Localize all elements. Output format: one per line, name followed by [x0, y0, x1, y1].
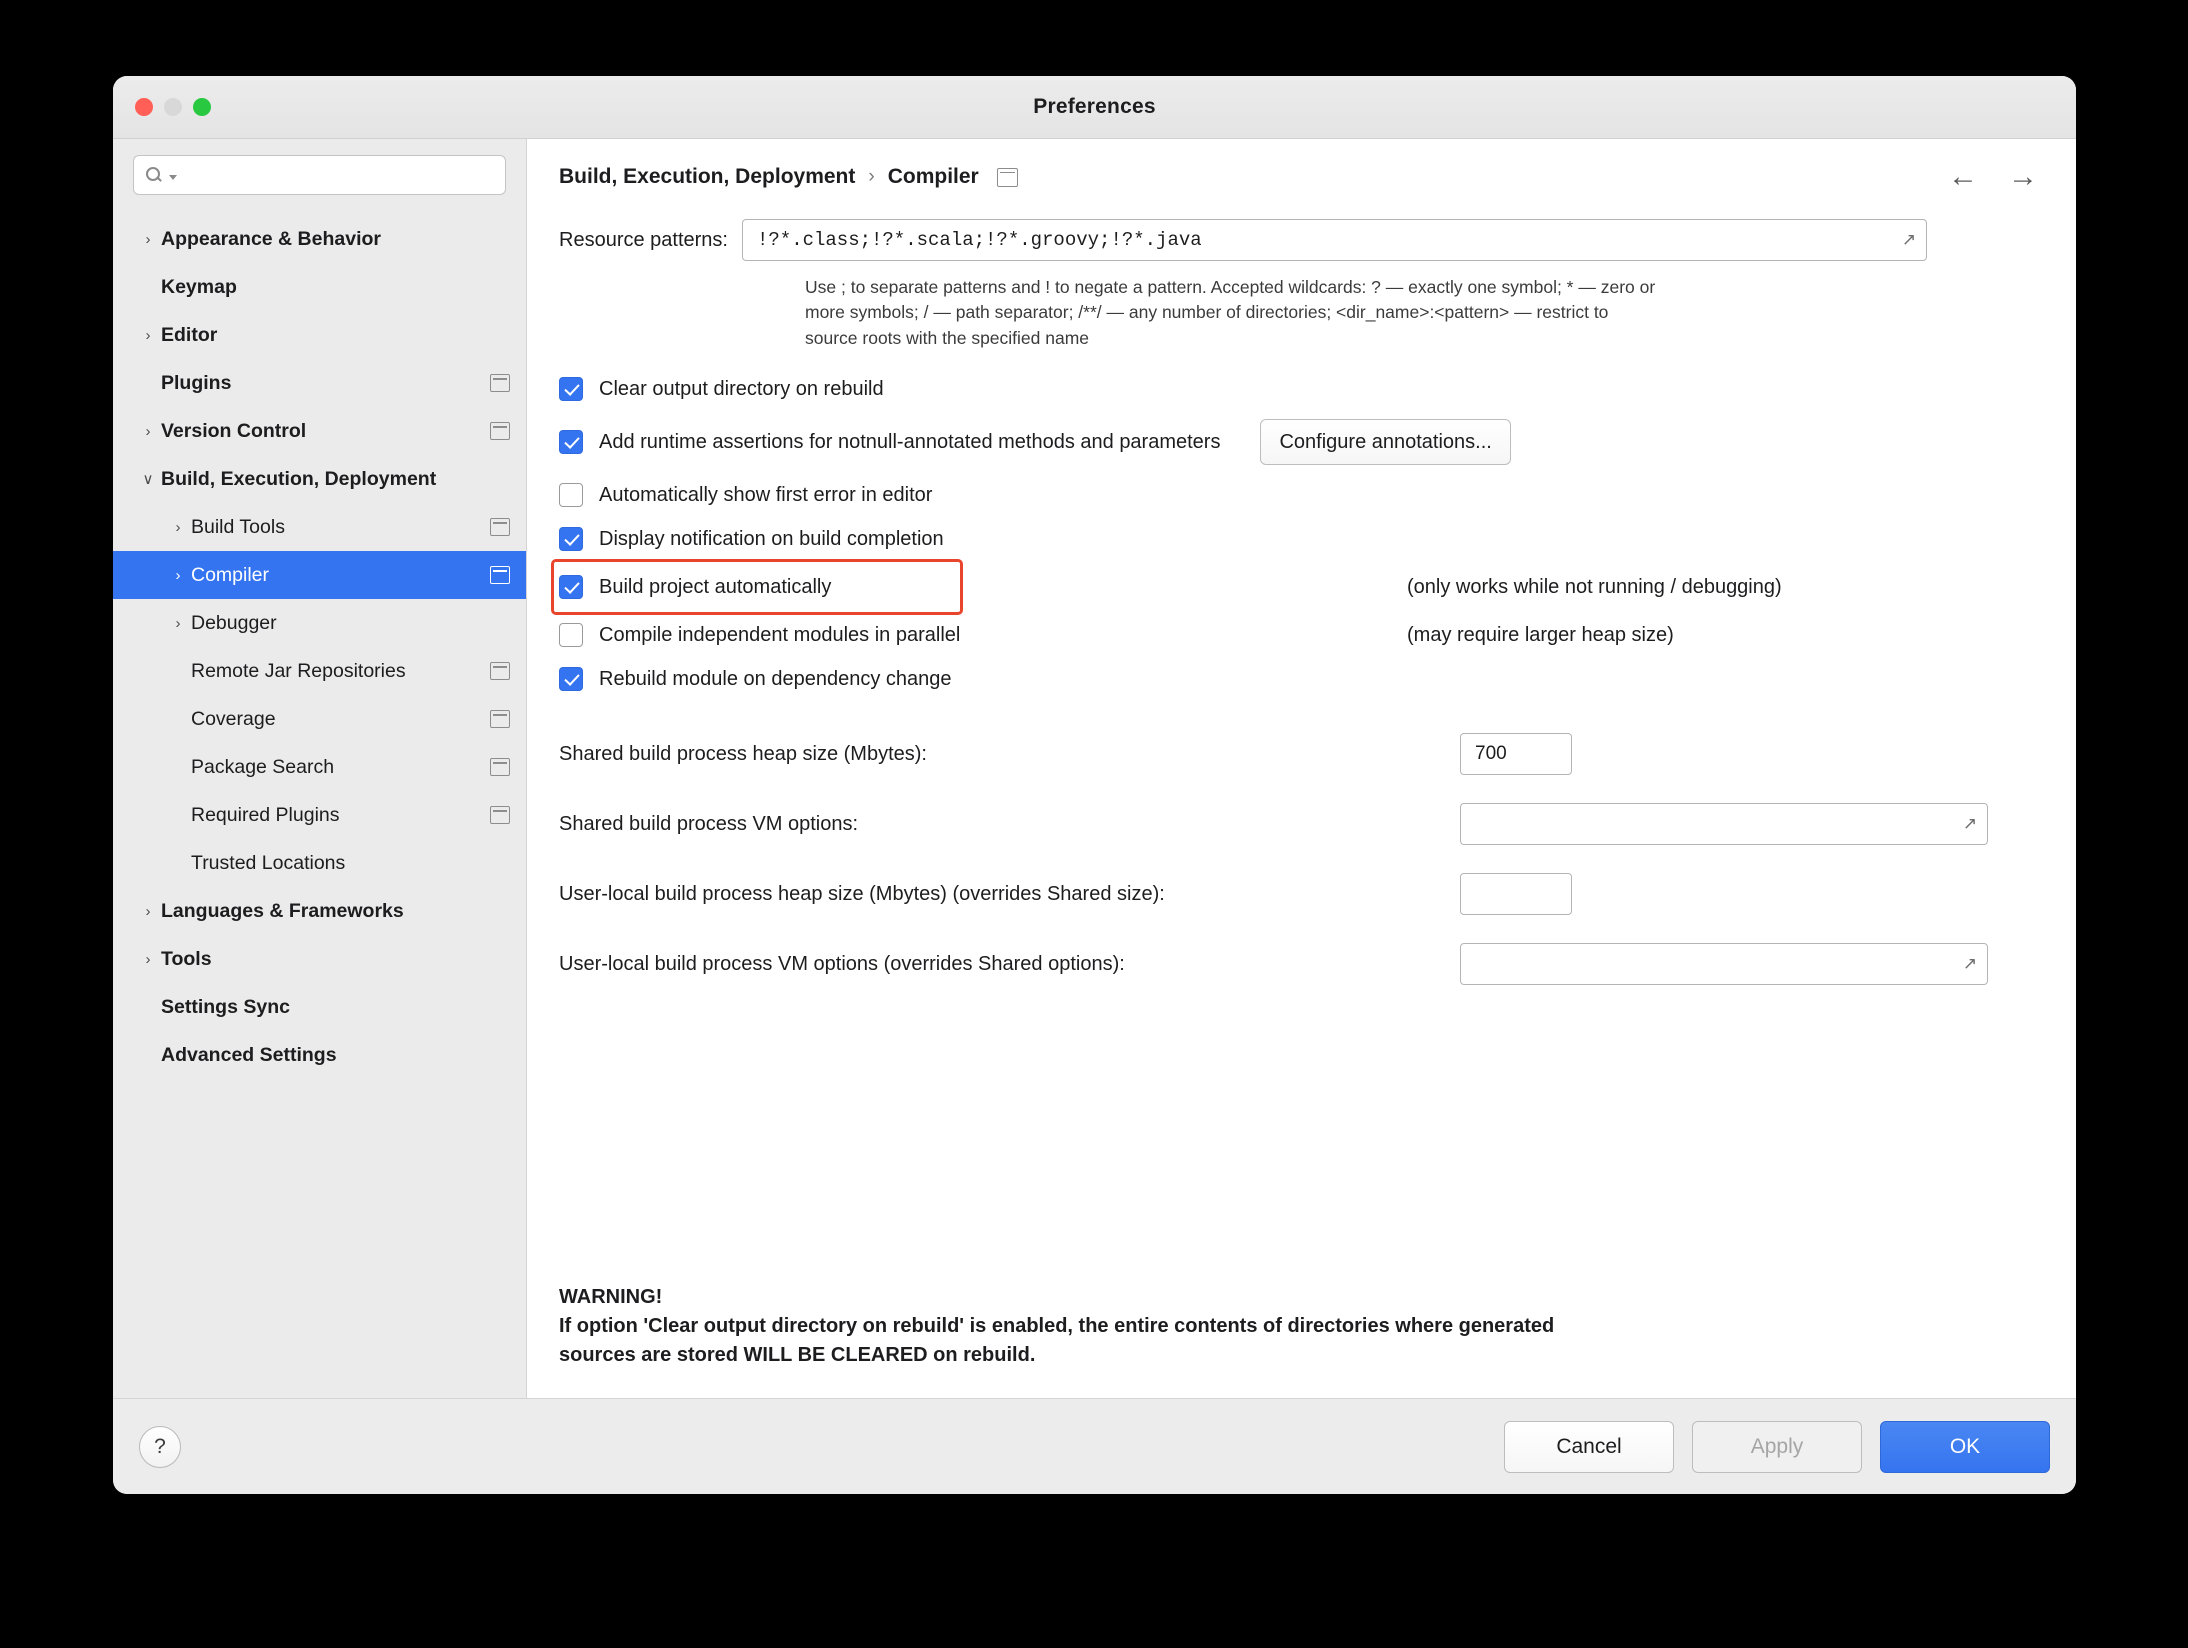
- sidebar-item-debugger[interactable]: [113, 599, 526, 647]
- field-label: User-local build process heap size (Mbytes) (overrides Shared size):: [559, 882, 1165, 905]
- field-label: Shared build process heap size (Mbytes):: [559, 742, 927, 765]
- warning-title: WARNING!: [559, 1286, 663, 1308]
- preferences-window: [113, 76, 2076, 1494]
- checkbox[interactable]: [559, 623, 583, 647]
- user-local-heap-size-input[interactable]: [1473, 882, 1559, 906]
- apply-button[interactable]: Apply: [1692, 1421, 1862, 1473]
- sidebar-item-label: Required Plugins: [191, 803, 340, 826]
- sidebar-item-label: Compiler: [191, 563, 270, 586]
- disclosure-arrow-icon[interactable]: ›: [175, 566, 181, 584]
- field-label: User-local build process VM options (overrides Shared options):: [559, 952, 1125, 975]
- option-note: (only works while not running / debugging): [1407, 575, 1782, 598]
- sidebar-item-label: Build, Execution, Deployment: [161, 467, 437, 490]
- project-scope-icon: [997, 168, 1018, 187]
- option-label: Clear output directory on rebuild: [599, 377, 884, 400]
- disclosure-arrow-icon[interactable]: ›: [175, 518, 181, 536]
- sidebar-item-label: Editor: [161, 323, 218, 346]
- expand-field-icon[interactable]: ↗: [1962, 954, 1978, 974]
- field-label: Shared build process VM options:: [559, 812, 859, 835]
- option-label: Compile independent modules in parallel: [599, 623, 961, 646]
- option-label: Display notification on build completion: [599, 527, 944, 550]
- project-scope-icon: [490, 422, 510, 440]
- sidebar-item-keymap[interactable]: [113, 263, 526, 311]
- sidebar-item-settings-sync[interactable]: [113, 983, 526, 1031]
- option-add-runtime-assertions[interactable]: [559, 411, 2044, 473]
- cancel-button[interactable]: Cancel: [1504, 1421, 1674, 1473]
- sidebar-item-advanced-settings[interactable]: [113, 1031, 526, 1079]
- shared-vm-options-input[interactable]: [1473, 812, 1975, 836]
- resource-patterns-label: Resource patterns:: [559, 228, 728, 251]
- shared-heap-size-field[interactable]: [1460, 733, 1572, 775]
- sidebar-item-build-tools[interactable]: [113, 503, 526, 551]
- sidebar-item-label: Advanced Settings: [161, 1043, 337, 1066]
- option-display-notification[interactable]: [559, 517, 2044, 561]
- sidebar-item-appearance-behavior[interactable]: [113, 215, 526, 263]
- sidebar-item-label: Version Control: [161, 419, 307, 442]
- warning-text: [559, 1283, 1554, 1370]
- option-label: Rebuild module on dependency change: [599, 667, 952, 690]
- resource-patterns-input[interactable]: [755, 228, 1914, 252]
- checkbox[interactable]: [559, 575, 583, 599]
- sidebar-item-compiler[interactable]: [113, 551, 526, 599]
- sidebar-item-plugins[interactable]: [113, 359, 526, 407]
- checkbox[interactable]: [559, 483, 583, 507]
- sidebar-item-label: Appearance & Behavior: [161, 227, 381, 250]
- search-icon: [144, 165, 164, 185]
- user-local-vm-options-input[interactable]: [1473, 952, 1975, 976]
- field-user-local-heap-size-row: [559, 859, 2044, 929]
- sidebar-item-build-execution-deployment[interactable]: [113, 455, 526, 503]
- warning-line-1: If option 'Clear output directory on rebuild' is enabled, the entire contents of directories where generated: [559, 1315, 1555, 1337]
- hint-line-1: Use ; to separate patterns and ! to negate a pattern. Accepted wildcards: ? — exactly one symbol; * — zero or: [805, 277, 1656, 297]
- shared-heap-size-input[interactable]: [1473, 742, 1559, 766]
- sidebar-item-label: Trusted Locations: [191, 851, 346, 874]
- option-rebuild-module-on-dependency-change[interactable]: [559, 657, 2044, 701]
- ok-button[interactable]: OK: [1880, 1421, 2050, 1473]
- project-scope-icon: [490, 374, 510, 392]
- sidebar-item-label: Tools: [161, 947, 212, 970]
- disclosure-arrow-icon[interactable]: ›: [145, 950, 151, 968]
- option-label: Automatically show first error in editor: [599, 483, 933, 506]
- breadcrumb: [559, 139, 2044, 215]
- chevron-down-icon[interactable]: [169, 175, 177, 180]
- disclosure-arrow-icon[interactable]: ∨: [142, 470, 154, 488]
- hint-line-2: more symbols; / — path separator; /**/ — any number of directories; <dir_name>:<pattern> — restrict to: [805, 302, 1609, 323]
- resource-patterns-hint: [805, 275, 1965, 351]
- option-label: Build project automatically: [599, 575, 832, 598]
- warning-line-2: sources are stored WILL BE CLEARED on rebuild.: [559, 1344, 1036, 1366]
- hint-line-3: source roots with the specified name: [805, 327, 1090, 348]
- search-input[interactable]: [177, 164, 495, 186]
- sidebar-item-label: Remote Jar Repositories: [191, 659, 406, 682]
- sidebar-item-label: Debugger: [191, 611, 277, 634]
- back-arrow-icon[interactable]: ←: [1948, 160, 1978, 193]
- breadcrumb-root[interactable]: Build, Execution, Deployment: [559, 165, 856, 188]
- project-scope-icon: [490, 710, 510, 728]
- sidebar-item-editor[interactable]: [113, 311, 526, 359]
- sidebar-item-required-plugins[interactable]: [113, 791, 526, 839]
- compiler-options-group: [559, 367, 2044, 701]
- sidebar-item-label: Settings Sync: [161, 995, 290, 1018]
- expand-field-icon[interactable]: ↗: [1901, 230, 1917, 249]
- project-scope-icon: [490, 518, 510, 536]
- expand-field-icon[interactable]: ↗: [1962, 814, 1978, 834]
- sidebar-item-label: Package Search: [191, 755, 335, 778]
- option-compile-independent-modules[interactable]: [559, 613, 2044, 657]
- sidebar-item-label: Keymap: [161, 275, 237, 298]
- project-scope-icon: [490, 758, 510, 776]
- checkbox[interactable]: [559, 527, 583, 551]
- sidebar-item-tools[interactable]: [113, 935, 526, 983]
- checkbox[interactable]: [559, 667, 583, 691]
- breadcrumb-separator-icon: ›: [868, 166, 875, 187]
- option-label: Add runtime assertions for notnull-annotated methods and parameters: [599, 430, 1221, 453]
- field-shared-heap-size-row: [559, 719, 2044, 789]
- configure-annotations-button[interactable]: Configure annotations...: [1260, 419, 1510, 465]
- field-shared-vm-options-row: [559, 789, 2044, 859]
- disclosure-arrow-icon[interactable]: ›: [175, 614, 181, 632]
- sidebar-search[interactable]: [133, 155, 506, 195]
- settings-sidebar: [113, 139, 527, 1398]
- disclosure-arrow-icon[interactable]: ›: [145, 230, 151, 248]
- checkbox[interactable]: [559, 430, 583, 454]
- nav-arrows: [1948, 162, 2044, 192]
- sidebar-item-version-control[interactable]: [113, 407, 526, 455]
- sidebar-item-remote-jar-repositories[interactable]: [113, 647, 526, 695]
- settings-content-pane: [527, 139, 2076, 1398]
- disclosure-arrow-icon[interactable]: ›: [145, 422, 151, 440]
- help-button[interactable]: ?: [139, 1426, 181, 1468]
- sidebar-item-coverage[interactable]: [113, 695, 526, 743]
- resource-patterns-field[interactable]: [742, 219, 1927, 261]
- disclosure-arrow-icon[interactable]: ›: [145, 326, 151, 344]
- user-local-heap-size-field[interactable]: [1460, 873, 1572, 915]
- option-clear-output-directory[interactable]: [559, 367, 2044, 411]
- project-scope-icon: [490, 566, 510, 584]
- sidebar-item-trusted-locations[interactable]: [113, 839, 526, 887]
- disclosure-arrow-icon[interactable]: ›: [145, 902, 151, 920]
- sidebar-item-label: Plugins: [161, 371, 232, 394]
- forward-arrow-icon[interactable]: →: [2008, 160, 2038, 193]
- breadcrumb-leaf: Compiler: [887, 165, 979, 188]
- sidebar-item-label: Coverage: [191, 707, 276, 730]
- sidebar-item-languages-frameworks[interactable]: [113, 887, 526, 935]
- footer-actions: [1504, 1421, 2050, 1473]
- window-titlebar: [113, 76, 2076, 139]
- project-scope-icon: [490, 662, 510, 680]
- option-build-project-automatically[interactable]: [559, 561, 2044, 613]
- field-user-local-vm-options-row: [559, 929, 2044, 999]
- option-note: (may require larger heap size): [1407, 623, 1674, 646]
- shared-vm-options-field[interactable]: [1460, 803, 1988, 845]
- heap-and-vm-options-group: [559, 719, 2044, 999]
- dialog-footer: [113, 1398, 2076, 1494]
- window-title: Preferences: [1033, 95, 1156, 118]
- sidebar-item-label: Languages & Frameworks: [161, 899, 404, 922]
- sidebar-item-label: Build Tools: [191, 515, 285, 538]
- resource-patterns-row: [559, 219, 2044, 261]
- checkbox[interactable]: [559, 377, 583, 401]
- sidebar-item-package-search[interactable]: [113, 743, 526, 791]
- project-scope-icon: [490, 806, 510, 824]
- user-local-vm-options-field[interactable]: [1460, 943, 1988, 985]
- option-show-first-error[interactable]: [559, 473, 2044, 517]
- window-body: [113, 139, 2076, 1398]
- settings-tree: [113, 209, 526, 1398]
